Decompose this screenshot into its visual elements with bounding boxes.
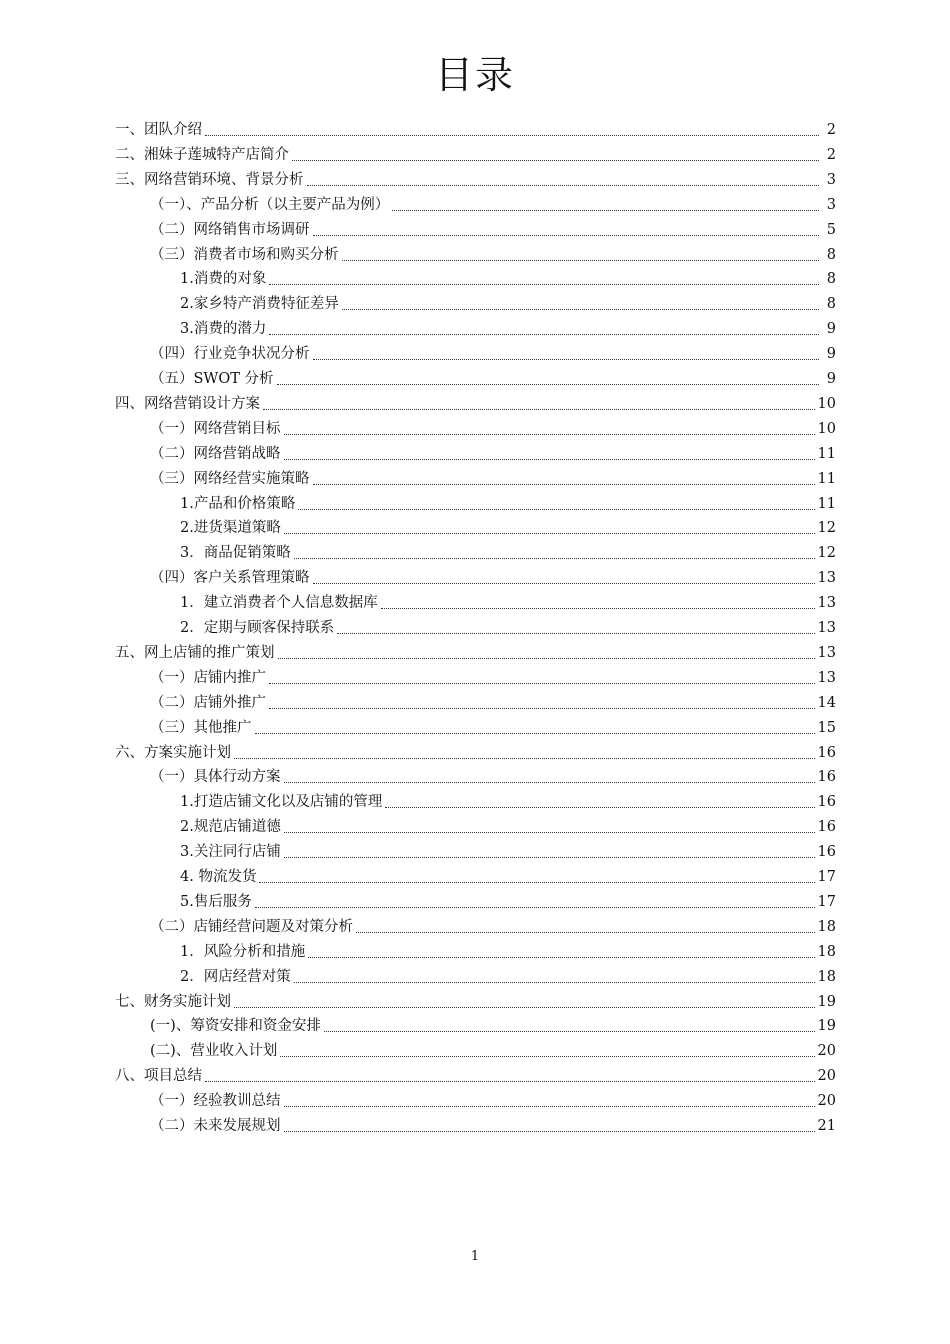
toc-entry-page: 13 <box>817 669 836 686</box>
toc-entry-label: 八、项目总结 <box>115 1068 202 1085</box>
toc-entry-page: 8 <box>826 271 836 288</box>
toc-entry[interactable] <box>115 168 836 193</box>
toc-entry[interactable] <box>180 865 836 890</box>
toc-dot-leader <box>269 683 815 684</box>
toc-entry-page: 9 <box>826 371 836 387</box>
toc-entry-label: 2．定期与顾客保持联系 <box>180 620 335 636</box>
toc-entry[interactable] <box>150 417 836 442</box>
toc-entry-page: 14 <box>817 694 836 711</box>
toc-entry-page: 16 <box>817 794 836 811</box>
toc-entry-label: 3.消费的潜力 <box>180 321 267 338</box>
toc-entry[interactable] <box>115 143 836 168</box>
toc-entry[interactable] <box>180 965 836 990</box>
toc-entry-label: （二）店铺外推广 <box>150 694 266 711</box>
toc-dot-leader <box>284 857 815 858</box>
toc-entry-label: （三）消费者市场和购买分析 <box>150 246 339 263</box>
toc-entry[interactable] <box>150 1089 836 1114</box>
toc-entry-page: 19 <box>817 993 836 1010</box>
toc-entry-label: 4. 物流发货 <box>180 869 257 885</box>
toc-entry-label: 3．商品促销策略 <box>180 545 291 562</box>
toc-dot-leader <box>269 334 819 335</box>
toc-dot-leader <box>284 459 815 460</box>
toc-dot-leader <box>277 384 819 385</box>
toc-dot-leader <box>298 509 814 510</box>
toc-entry-label: （四）客户关系管理策略 <box>150 570 310 587</box>
toc-entry-page: 19 <box>817 1018 836 1035</box>
toc-entry-label: 2.规范店铺道德 <box>180 819 281 836</box>
toc-dot-leader <box>342 260 820 261</box>
toc-entry[interactable] <box>115 641 836 666</box>
toc-entry[interactable] <box>150 467 836 492</box>
toc-entry-page: 20 <box>817 1068 836 1085</box>
toc-entry-label: 3.关注同行店铺 <box>180 844 281 861</box>
toc-dot-leader <box>280 1056 814 1057</box>
toc-entry-page: 3 <box>826 196 836 213</box>
toc-entry-label: 七、财务实施计划 <box>115 993 231 1010</box>
toc-entry-label: 二、湘妹子莲城特产店简介 <box>115 146 289 163</box>
toc-entry-label: 5.售后服务 <box>180 893 252 910</box>
toc-entry[interactable] <box>180 516 836 541</box>
toc-dot-leader <box>313 583 815 584</box>
toc-dot-leader <box>278 658 815 659</box>
toc-entry[interactable] <box>180 541 836 566</box>
toc-entry-page: 13 <box>817 595 836 612</box>
toc-dot-leader <box>292 160 819 161</box>
toc-entry-label: （一）、产品分析（以主要产品为例） <box>150 196 390 213</box>
toc-entry-page: 17 <box>817 869 836 885</box>
toc-entry-page: 18 <box>817 943 836 960</box>
toc-entry[interactable] <box>150 1014 836 1039</box>
toc-entry-page: 16 <box>817 769 836 786</box>
toc-dot-leader <box>234 758 815 759</box>
toc-entry[interactable] <box>150 1114 836 1139</box>
toc-entry-label: 一、团队介绍 <box>115 122 202 138</box>
toc-dot-leader <box>284 1106 815 1107</box>
toc-entry-page: 16 <box>817 819 836 836</box>
toc-dot-leader <box>284 1131 815 1132</box>
toc-dot-leader <box>342 309 819 310</box>
toc-dot-leader <box>255 733 815 734</box>
toc-entry[interactable] <box>180 790 836 815</box>
toc-dot-leader <box>337 633 814 634</box>
toc-dot-leader <box>259 882 814 883</box>
toc-dot-leader <box>313 235 820 236</box>
toc-dot-leader <box>255 907 815 908</box>
toc-entry-label: （四）行业竞争状况分析 <box>150 346 310 363</box>
toc-entry-label: 1.打造店铺文化以及店铺的管理 <box>180 794 383 811</box>
toc-entry-page: 13 <box>817 644 836 661</box>
toc-entry-label: （一）网络营销目标 <box>150 420 281 437</box>
toc-entry-page: 5 <box>826 221 836 238</box>
toc-entry[interactable] <box>180 840 836 865</box>
toc-dot-leader <box>269 708 815 709</box>
toc-entry-label: 1．风险分析和措施 <box>180 943 306 960</box>
toc-dot-leader <box>308 957 814 958</box>
toc-entry-page: 11 <box>817 445 836 462</box>
toc-entry-label: （二）网络营销战略 <box>150 445 281 462</box>
toc-entry[interactable] <box>150 218 836 243</box>
toc-entry-label: 五、网上店铺的推广策划 <box>115 644 275 661</box>
toc-entry[interactable] <box>150 691 836 716</box>
toc-dot-leader <box>205 135 819 136</box>
toc-dot-leader <box>392 210 819 211</box>
toc-entry-label: （三）网络经营实施策略 <box>150 470 310 487</box>
toc-entry-page: 15 <box>817 719 836 736</box>
toc-entry-label: （二）店铺经营问题及对策分析 <box>150 918 353 935</box>
toc-entry[interactable] <box>150 1039 836 1064</box>
toc-entry[interactable] <box>115 990 836 1015</box>
toc-entry-page: 12 <box>817 520 836 537</box>
toc-entry[interactable] <box>150 193 836 218</box>
toc-entry-label: （五）SWOT 分析 <box>150 371 274 387</box>
toc-entry[interactable] <box>180 815 836 840</box>
toc-entry[interactable] <box>115 118 836 143</box>
toc-entry[interactable] <box>180 292 836 317</box>
toc-entry-page: 16 <box>817 744 836 761</box>
toc-entry-page: 11 <box>817 470 836 487</box>
toc-entry[interactable] <box>180 492 836 517</box>
toc-entry-label: 四、网络营销设计方案 <box>115 395 260 412</box>
toc-dot-leader <box>313 484 815 485</box>
toc-dot-leader <box>385 807 814 808</box>
toc-entry-page: 12 <box>817 545 836 562</box>
toc-entry-label: （二）网络销售市场调研 <box>150 221 310 238</box>
toc-entry-page: 9 <box>826 346 836 363</box>
toc-entry-page: 3 <box>826 171 836 188</box>
toc-entry-label: （一）具体行动方案 <box>150 769 281 786</box>
toc-entry[interactable] <box>150 915 836 940</box>
toc-entry-label: (二)、营业收入计划 <box>150 1043 278 1060</box>
toc-dot-leader <box>381 608 815 609</box>
toc-entry[interactable] <box>180 267 836 292</box>
toc-entry[interactable] <box>150 666 836 691</box>
toc-entry[interactable] <box>115 741 836 766</box>
toc-dot-leader <box>284 782 815 783</box>
toc-entry-label: 2．网店经营对策 <box>180 968 291 985</box>
toc-entry-page: 21 <box>817 1118 836 1134</box>
toc-entry-page: 18 <box>817 918 836 935</box>
toc-dot-leader <box>284 434 815 435</box>
toc-entry-label: (一)、筹资安排和资金安排 <box>150 1018 321 1035</box>
toc-entry[interactable] <box>150 765 836 790</box>
toc-dot-leader <box>313 359 820 360</box>
toc-dot-leader <box>324 1031 815 1032</box>
toc-dot-leader <box>284 832 815 833</box>
toc-entry[interactable] <box>180 890 836 915</box>
toc-entry-page: 8 <box>826 246 836 263</box>
toc-dot-leader <box>356 932 815 933</box>
toc-dot-leader <box>294 558 815 559</box>
toc-entry[interactable] <box>150 342 836 367</box>
toc-entry[interactable] <box>150 716 836 741</box>
toc-entry-page: 18 <box>817 968 836 985</box>
toc-entry-label: 三、网络营销环境、背景分析 <box>115 171 304 188</box>
toc-dot-leader <box>294 982 815 983</box>
toc-entry[interactable] <box>150 367 836 392</box>
page-title: 目录 <box>434 53 515 97</box>
toc-dot-leader <box>205 1081 815 1082</box>
toc-entry-page: 10 <box>817 395 836 412</box>
toc-entry-page: 13 <box>817 570 836 587</box>
toc-dot-leader <box>307 185 820 186</box>
toc-entry[interactable] <box>150 442 836 467</box>
toc-entry-label: 六、方案实施计划 <box>115 744 231 761</box>
page-number: 1 <box>470 1249 480 1264</box>
toc-entry-page: 9 <box>826 321 836 338</box>
toc-entry-page: 2 <box>826 146 836 163</box>
toc-entry[interactable] <box>180 591 836 616</box>
toc-entry-label: 1.产品和价格策略 <box>180 495 296 512</box>
toc-entry[interactable] <box>180 317 836 342</box>
toc-dot-leader <box>263 409 815 410</box>
toc-entry-page: 10 <box>817 420 836 437</box>
toc-dot-leader <box>234 1007 815 1008</box>
toc-entry-label: （一）店铺内推广 <box>150 669 266 686</box>
toc-entry-label: 1．建立消费者个人信息数据库 <box>180 595 378 612</box>
toc-entry-page: 17 <box>817 893 836 910</box>
toc-entry-label: （三）其他推广 <box>150 719 252 736</box>
toc-entry-page: 16 <box>817 844 836 861</box>
toc-entry-page: 2 <box>826 122 836 138</box>
toc-dot-leader <box>284 533 815 534</box>
toc-entry-page: 8 <box>826 296 836 313</box>
toc-entry[interactable] <box>115 1064 836 1089</box>
toc-entry[interactable] <box>115 392 836 417</box>
toc-dot-leader <box>269 284 819 285</box>
toc-entry-page: 20 <box>817 1093 836 1110</box>
toc-entry-label: （二）未来发展规划 <box>150 1118 281 1134</box>
toc-entry-page: 13 <box>817 620 836 636</box>
toc-entry[interactable] <box>150 566 836 591</box>
toc-entry-label: 1.消费的对象 <box>180 271 267 288</box>
toc-entry[interactable] <box>150 243 836 268</box>
toc-entry[interactable] <box>180 616 836 641</box>
toc-entry-page: 11 <box>817 495 836 512</box>
toc-entry[interactable] <box>180 940 836 965</box>
toc-entry-label: （一）经验教训总结 <box>150 1093 281 1110</box>
toc-entry-page: 20 <box>817 1043 836 1060</box>
toc-entry-label: 2.家乡特产消费特征差异 <box>180 296 339 313</box>
toc-entry-label: 2.进货渠道策略 <box>180 520 281 537</box>
